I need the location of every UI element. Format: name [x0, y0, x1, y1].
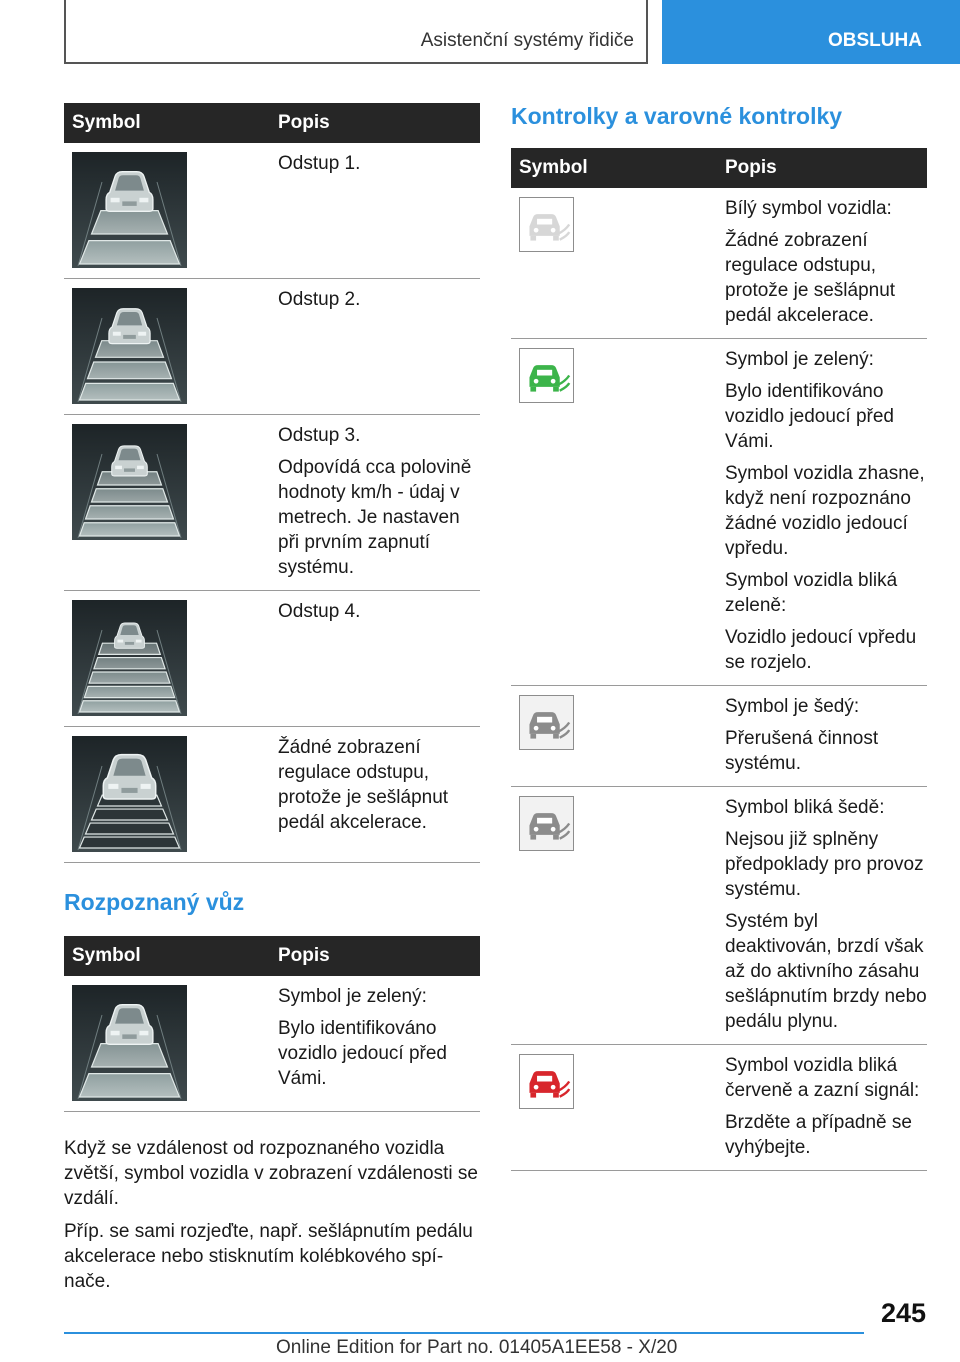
distance-level-icon: [72, 288, 187, 404]
col-symbol-header: Symbol: [64, 936, 272, 976]
desc-line: Symbol vozidla bliká červeně a zazní signál:: [725, 1055, 920, 1101]
right-column: [511, 103, 927, 1171]
distance-level-icon: [72, 424, 187, 540]
symbol-cell: [64, 415, 272, 591]
desc-line: Bylo identifikováno vozidlo jedoucí před Vámi.: [278, 1018, 447, 1089]
body-paragraph: Když se vzdálenost od rozpoznaného vozidla zvětší, symbol vozidla v zobrazení vzdálenosti se vzdálí.: [64, 1138, 478, 1209]
symbol-cell: [64, 143, 272, 279]
desc-line: Odpovídá cca polovině hodnoty km/h - údaj v metrech. Je nastaven při prvním zapnutí systému.: [278, 457, 472, 578]
recognized-paragraphs: [64, 1136, 480, 1294]
symbol-cell: [64, 727, 272, 863]
desc-cell: [719, 188, 927, 339]
desc-line: Symbol vozidla bliká zeleně:: [725, 570, 898, 616]
table-row: [511, 188, 927, 339]
page-number: 245: [880, 1298, 926, 1328]
distance-level-icon: [72, 736, 187, 852]
desc-cell: [719, 787, 927, 1045]
symbol-cell: [511, 787, 719, 1045]
desc-line: Odstup 1.: [278, 153, 361, 174]
desc-cell: [719, 686, 927, 787]
desc-cell: [272, 591, 480, 727]
desc-line: Vozidlo jedoucí vpředu se rozjelo.: [725, 627, 917, 673]
section-tab[interactable]: [662, 0, 960, 64]
table-row: [64, 727, 480, 863]
desc-line: Symbol vozidla zhasne, když není rozpoznáno žádné vozidlo jedoucí vpředu.: [725, 463, 925, 559]
symbol-cell: [64, 591, 272, 727]
desc-line: Odstup 4.: [278, 601, 361, 622]
body-paragraph: Příp. se sami rozjeďte, např. sešlápnutím pedálu akcelerace nebo stisknutím kolébkového spínače.: [64, 1221, 473, 1292]
recognized-table-header: [64, 936, 480, 976]
table-row: [511, 1045, 927, 1171]
desc-cell: [719, 1045, 927, 1171]
symbol-cell: [64, 279, 272, 415]
distance-level-icon: [72, 985, 187, 1101]
recognized-heading: Rozpoznaný vůz: [64, 889, 245, 915]
indicators-table-body: [511, 188, 927, 1171]
section-tab-label: OBSLUHA: [828, 30, 922, 51]
desc-cell: [272, 415, 480, 591]
red-vehicle-icon: [519, 1054, 574, 1109]
table-row: [511, 787, 927, 1045]
desc-line: Symbol je šedý:: [725, 696, 860, 717]
desc-line: Symbol bliká šedě:: [725, 797, 885, 818]
table-row: [511, 686, 927, 787]
desc-cell: [272, 976, 480, 1112]
white-vehicle-icon: [519, 197, 574, 252]
desc-line: Systém byl deaktivován, brzdí však až do aktivního zásahu sešlápnutím brzdy nebo pedálu plynu.: [725, 911, 927, 1032]
desc-line: Brzděte a případně se vyhýbejte.: [725, 1112, 912, 1158]
green-vehicle-icon: [519, 348, 574, 403]
symbol-cell: [64, 976, 272, 1112]
col-symbol-header: Symbol: [511, 148, 719, 188]
recognized-table-body: [64, 976, 480, 1112]
desc-cell: [719, 339, 927, 686]
indicators-heading: Kontrolky a varovné kontrolky: [511, 103, 843, 129]
footer-rule: [64, 1332, 864, 1334]
indicators-table-header: [511, 148, 927, 188]
recognized-table: [64, 936, 480, 1112]
header-frame: [64, 0, 648, 64]
symbol-cell: [511, 188, 719, 339]
distance-table-body: [64, 143, 480, 863]
desc-line: Žádné zobrazení regulace odstupu, protože je sešlápnut pedál akcelerace.: [278, 737, 449, 833]
gray-vehicle-icon: [519, 695, 574, 750]
table-row: [64, 415, 480, 591]
desc-line: Přerušená činnost systému.: [725, 728, 879, 774]
desc-line: Odstup 3.: [278, 425, 361, 446]
desc-cell: [272, 727, 480, 863]
symbol-cell: [511, 686, 719, 787]
desc-line: Bílý symbol vozidla:: [725, 198, 892, 219]
col-desc-header: Popis: [719, 148, 927, 188]
table-row: [64, 976, 480, 1112]
distance-table: [64, 103, 480, 863]
distance-level-icon: [72, 600, 187, 716]
symbol-cell: [511, 1045, 719, 1171]
distance-level-icon: [72, 152, 187, 268]
desc-line: Symbol je zelený:: [278, 986, 427, 1007]
symbol-cell: [511, 339, 719, 686]
table-row: [64, 591, 480, 727]
left-column: [64, 103, 480, 1302]
gray-vehicle-icon: [519, 796, 574, 851]
desc-line: Odstup 2.: [278, 289, 361, 310]
indicators-table: [511, 148, 927, 1171]
section-title: Asistenční systémy řidiče: [420, 30, 634, 51]
col-desc-header: Popis: [272, 103, 480, 143]
footer-edition: Online Edition for Part no. 01405A1EE58 - X/20: [276, 1337, 678, 1358]
desc-line: Bylo identifikováno vozidlo jedoucí před Vámi.: [725, 381, 894, 452]
desc-cell: [272, 279, 480, 415]
desc-line: Symbol je zelený:: [725, 349, 874, 370]
desc-line: Žádné zobrazení regulace odstupu, protože je sešlápnut pedál akcelerace.: [725, 230, 896, 326]
desc-line: Nejsou již splněny předpoklady pro provoz systému.: [725, 829, 924, 900]
desc-cell: [272, 143, 480, 279]
table-row: [511, 339, 927, 686]
table-row: [64, 143, 480, 279]
col-desc-header: Popis: [272, 936, 480, 976]
distance-table-header: [64, 103, 480, 143]
col-symbol-header: Symbol: [64, 103, 272, 143]
table-row: [64, 279, 480, 415]
